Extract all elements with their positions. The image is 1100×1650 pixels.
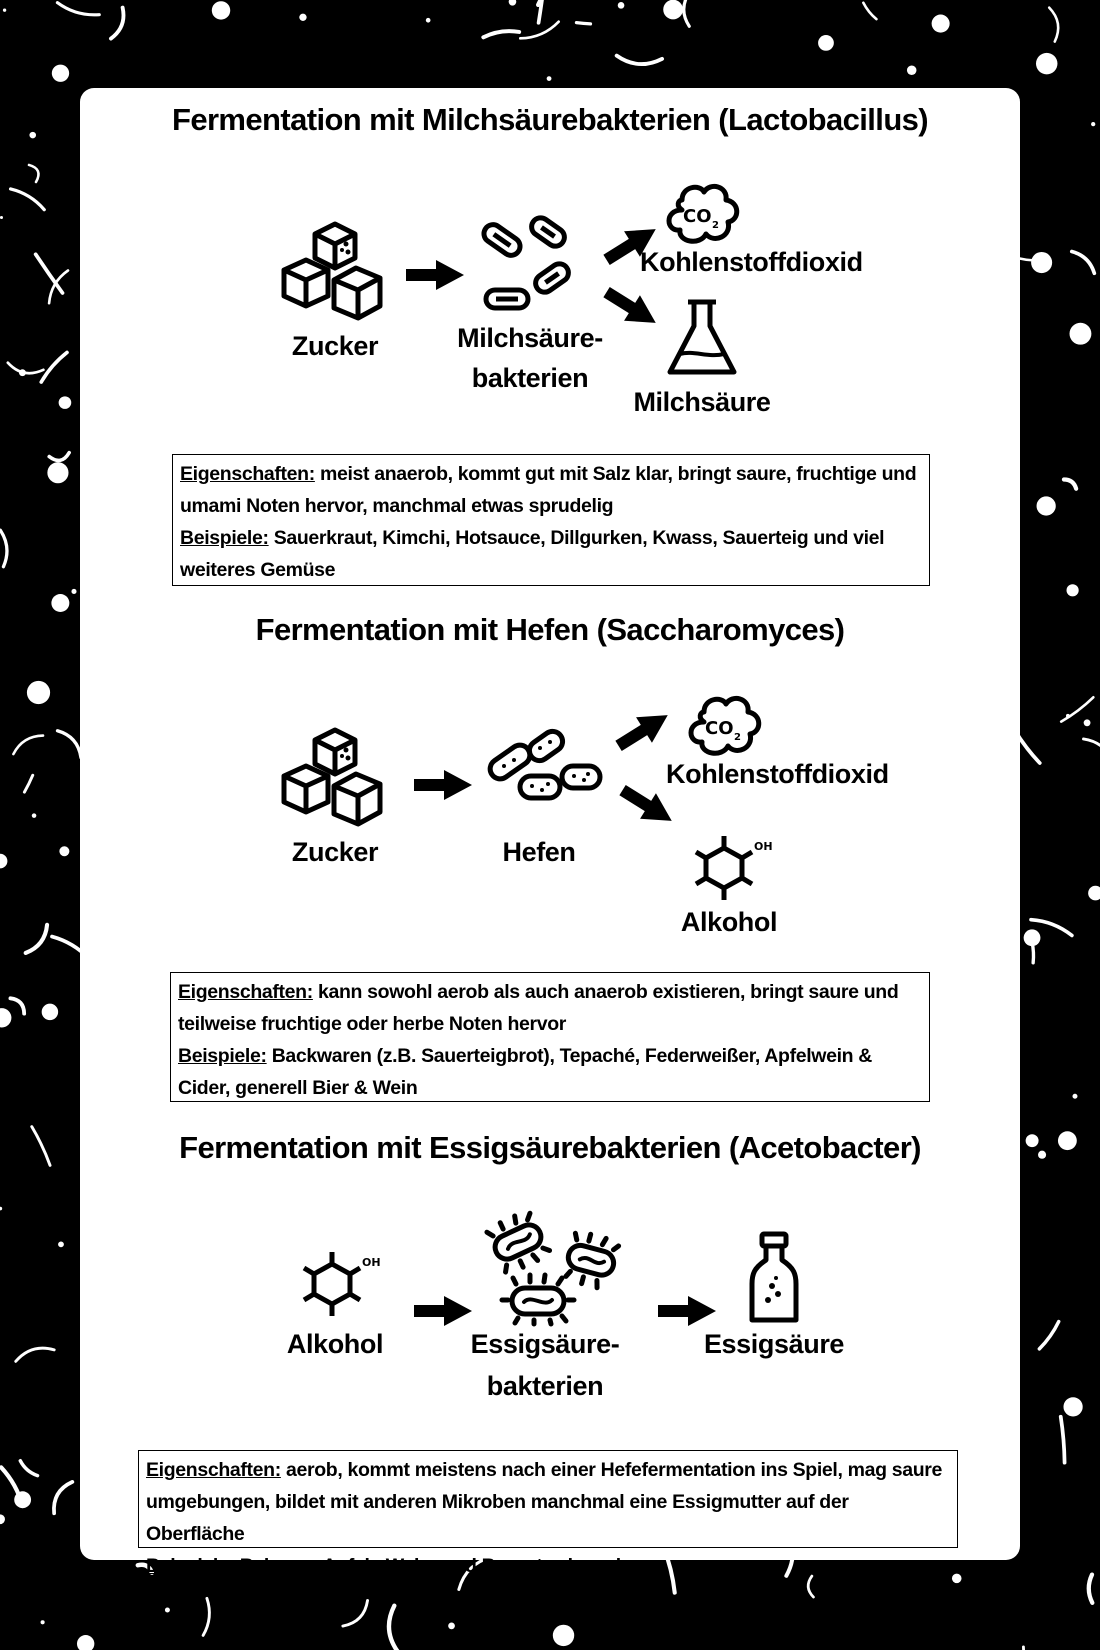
background-microbe-shape: [36, 254, 63, 293]
background-microbe-shape: [0, 854, 7, 869]
background-microbe-shape: [1032, 942, 1033, 963]
background-microbe-shape: [553, 1625, 574, 1646]
background-microbe-shape: [448, 1623, 455, 1630]
yeast-icon: [484, 728, 604, 808]
info-box-saccharomyces: [170, 972, 930, 1102]
background-microbe-shape: [389, 1606, 398, 1650]
background-microbe-shape: [1072, 1094, 1077, 1099]
alcohol-molecule-icon: [686, 836, 786, 906]
label-output-co2: Kohlenstoffdioxid: [640, 247, 863, 277]
background-microbe-shape: [509, 0, 517, 6]
background-microbe-shape: [1058, 1131, 1077, 1150]
background-microbe-shape: [14, 1491, 31, 1508]
background-microbe-shape: [51, 594, 69, 612]
section-title-lactobacillus: Fermentation mit Milchsäurebakterien (Lactobacillus): [171, 102, 929, 137]
acetobacter-icon: [484, 1214, 624, 1324]
co2-cloud-icon: [684, 692, 764, 762]
section-title-acetobacter: Fermentation mit Essigsäurebakterien (Acetobacter): [179, 1130, 921, 1165]
background-microbe-shape: [1072, 252, 1095, 274]
label-output-co2: Kohlenstoffdioxid: [666, 759, 889, 789]
background-microbe-shape: [54, 1482, 72, 1513]
background-microbe-shape: [1084, 719, 1091, 726]
background-microbe-shape: [203, 1598, 209, 1635]
background-microbe-shape: [1064, 479, 1076, 488]
arrow-right-icon: [406, 260, 466, 290]
label-input-sugar: Zucker: [291, 331, 379, 361]
arrow-right-icon: [414, 770, 474, 800]
background-microbe-shape: [165, 1607, 170, 1612]
background-microbe-shape: [212, 1, 230, 19]
alcohol-molecule-icon: [294, 1252, 394, 1322]
background-microbe-shape: [618, 2, 625, 9]
background-microbe-shape: [818, 35, 834, 51]
background-microbe-shape: [343, 1601, 368, 1627]
background-microbe-shape: [59, 846, 69, 856]
background-microbe-shape: [0, 1514, 5, 1524]
background-microbe-shape: [41, 352, 67, 382]
background-microbe-shape: [10, 998, 24, 1013]
background-microbe-shape: [1089, 1575, 1093, 1603]
background-microbe-shape: [1031, 252, 1052, 273]
info-box-lactobacillus: [172, 454, 930, 586]
info-box-acetobacter: [138, 1450, 958, 1577]
label-agent-line2: bakterien: [486, 1371, 604, 1401]
label-output-lactic-acid: Milchsäure: [633, 387, 771, 417]
background-microbe-shape: [1063, 1397, 1082, 1416]
background-microbe-shape: [111, 8, 124, 39]
background-microbe-shape: [26, 925, 47, 953]
background-microbe-shape: [1061, 1417, 1065, 1463]
background-microbe-shape: [77, 1635, 94, 1650]
properties-label: Eigenschaften:: [146, 1459, 281, 1481]
background-microbe-shape: [52, 65, 69, 82]
label-agent-line1: Essigsäure-: [470, 1329, 620, 1359]
properties-text: meist anaerob, kommt gut mit Salz klar, bringt saure, fruchtige und umami Noten hervor, manchmal etwas sprudelig: [180, 463, 917, 517]
arrow-right-icon: [414, 1296, 474, 1326]
background-microbe-shape: [59, 396, 72, 409]
background-microbe-shape: [426, 18, 431, 23]
background-microbe-shape: [41, 1620, 45, 1624]
background-microbe-shape: [1088, 886, 1100, 901]
background-microbe-shape: [24, 775, 32, 792]
background-microbe-shape: [1039, 1322, 1058, 1349]
arrow-up-right-icon: [614, 708, 674, 752]
co2-subscript: 2: [712, 220, 719, 231]
content-card: [80, 88, 1020, 1577]
background-microbe-shape: [684, 0, 690, 26]
co2-subscript: 2: [734, 732, 741, 743]
background-microbe-shape: [3, 8, 6, 11]
properties-label: Eigenschaften:: [180, 463, 315, 485]
background-microbe-shape: [27, 681, 50, 704]
background-microbe-shape: [299, 14, 306, 21]
flask-icon: [664, 298, 740, 380]
background-microbe-shape: [58, 1241, 64, 1247]
examples-text: Backwaren (z.B. Sauerteigbrot), Tepaché, Federweißer, Apfelwein & Cider, generell Bier & Wein: [178, 1045, 873, 1099]
background-microbe-shape: [1049, 8, 1058, 42]
background-microbe-shape: [952, 1574, 962, 1584]
label-agent-yeast: Hefen: [502, 837, 576, 867]
background-microbe-shape: [49, 453, 69, 461]
co2-text: CO: [683, 206, 712, 227]
background-microbe-shape: [576, 23, 590, 24]
background-microbe-shape: [42, 1004, 58, 1020]
sugar-cubes-icon: [280, 222, 390, 322]
examples-label: Beispiele:: [180, 527, 269, 549]
background-microbe-shape: [663, 0, 683, 19]
background-microbe-shape: [907, 65, 917, 75]
background-microbe-shape: [1083, 739, 1100, 761]
background-microbe-shape: [29, 132, 36, 139]
properties-text: aerob, kommt meistens nach einer Hefefermentation ins Spiel, mag saure umgebungen, bildet mit anderen Mikroben manchmal eine Essigmutter auf der Oberfläche: [146, 1459, 943, 1545]
sugar-cubes-icon: [280, 728, 390, 828]
hydroxyl-text: OH: [362, 1256, 381, 1269]
section-title-saccharomyces: Fermentation mit Hefen (Saccharomyces): [255, 612, 845, 647]
background-microbe-shape: [47, 462, 68, 483]
arrow-down-right-icon: [602, 286, 662, 330]
background-microbe-shape: [0, 530, 7, 567]
vinegar-bottle-icon: [744, 1230, 804, 1326]
label-input-sugar: Zucker: [291, 837, 379, 867]
background-microbe-shape: [932, 15, 950, 33]
background-microbe-shape: [0, 1008, 11, 1027]
background-microbe-shape: [13, 736, 43, 754]
background-microbe-shape: [1036, 53, 1057, 74]
label-output-acetic-acid: Essigsäure: [703, 1329, 845, 1359]
background-microbe-shape: [1091, 122, 1095, 126]
background-microbe-shape: [71, 589, 76, 594]
examples-text: Balsam-, Apfel-, Wein- und Branntweinessig: [239, 1555, 633, 1577]
hydroxyl-text: OH: [754, 840, 773, 853]
background-microbe-shape: [617, 56, 662, 64]
background-microbe-shape: [32, 1127, 50, 1166]
background-microbe-shape: [32, 813, 37, 818]
background-microbe-shape: [20, 1461, 37, 1476]
background-microbe-shape: [0, 1207, 2, 1211]
background-microbe-shape: [1061, 697, 1093, 721]
background-microbe-shape: [57, 3, 99, 15]
background-microbe-shape: [57, 731, 80, 758]
label-agent-line2: bakterien: [471, 363, 589, 393]
label-input-alcohol: Alkohol: [286, 1329, 384, 1359]
background-microbe-shape: [547, 76, 552, 81]
properties-label: Eigenschaften:: [178, 981, 313, 1003]
label-output-alcohol: Alkohol: [680, 907, 778, 937]
background-microbe-shape: [11, 189, 45, 210]
background-microbe-shape: [16, 1348, 54, 1361]
lactobacillus-icon: [474, 214, 584, 314]
background-microbe-shape: [29, 165, 39, 182]
co2-cloud-icon: [662, 180, 742, 250]
examples-label: Beispiele:: [146, 1555, 235, 1577]
background-microbe-shape: [1037, 496, 1056, 515]
label-agent-line1: Milchsäure-: [457, 323, 603, 353]
background-microbe-shape: [1070, 323, 1092, 345]
background-microbe-shape: [0, 216, 3, 219]
background-microbe-shape: [1067, 584, 1079, 596]
background-microbe-shape: [1066, 714, 1070, 718]
background-microbe-shape: [483, 31, 519, 37]
co2-text: CO: [705, 718, 734, 739]
background-microbe-shape: [863, 3, 876, 19]
arrow-right-icon: [658, 1296, 718, 1326]
examples-label: Beispiele:: [178, 1045, 267, 1067]
background-microbe-shape: [1038, 1151, 1046, 1159]
examples-text: Sauerkraut, Kimchi, Hotsauce, Dillgurken, Kwass, Sauerteig und viel weiteres Gemüse: [180, 527, 885, 581]
properties-text: kann sowohl aerob als auch anaerob existieren, bringt saure und teilweise fruchtige oder herbe Noten hervor: [178, 981, 899, 1035]
background-microbe-shape: [19, 369, 26, 376]
background-microbe-shape: [1026, 1134, 1039, 1147]
